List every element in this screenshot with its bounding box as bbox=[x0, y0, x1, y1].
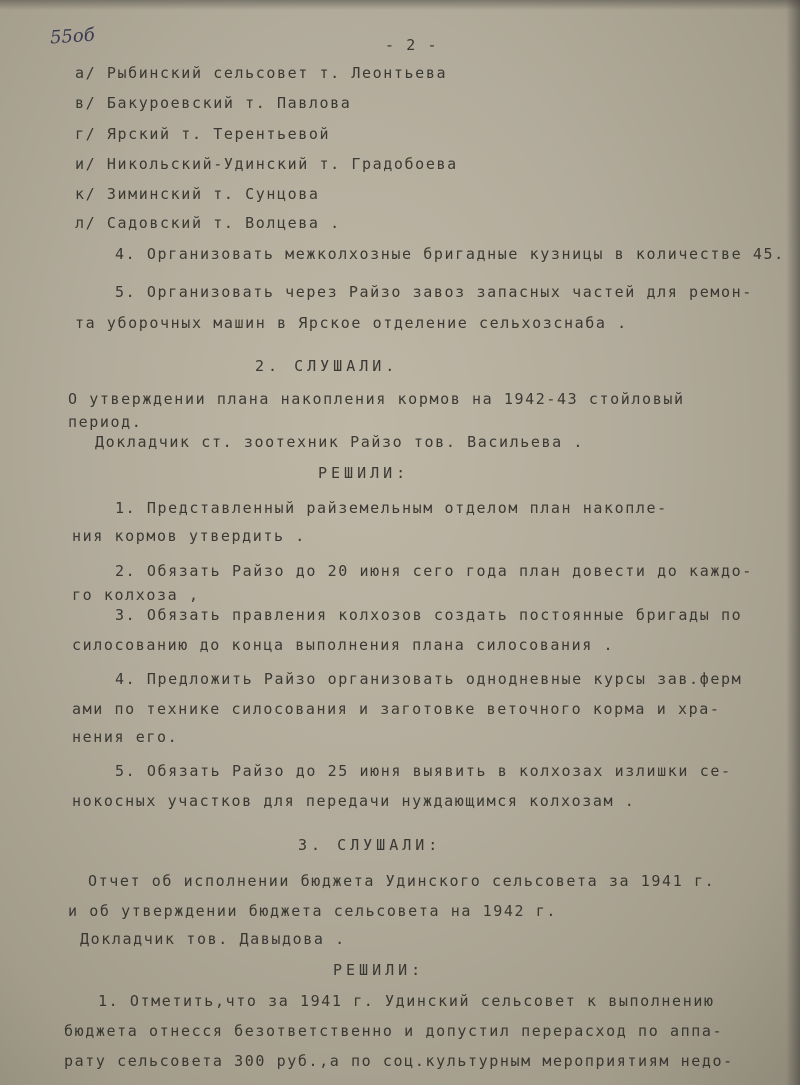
text-line: в/ Бакуроевский т. Павлова bbox=[75, 94, 352, 112]
page-shadow-right bbox=[786, 0, 800, 1085]
text-line: к/ Зиминский т. Сунцова bbox=[75, 185, 320, 203]
text-line: г/ Ярский т. Терентьевой bbox=[75, 125, 331, 143]
text-line: период. bbox=[68, 413, 143, 431]
text-line: О утверждении плана накопления кормов на 1942-43 стойловый bbox=[68, 390, 685, 408]
text-line: силосованию до конца выполнения плана силосования . bbox=[72, 636, 615, 654]
text-line: 4. Предложить Райзо организовать однодневные курсы зав.ферм bbox=[115, 670, 743, 688]
text-line: 5. Организовать через Райзо завоз запасных частей для ремон- bbox=[115, 283, 753, 301]
archive-page-number: 55об bbox=[49, 24, 96, 49]
page-shadow-top bbox=[0, 0, 800, 10]
text-line: нения его. bbox=[72, 728, 179, 746]
section-heading: РЕШИЛИ: bbox=[318, 464, 410, 482]
text-line: рату сельсовета 300 руб.,а по соц.культурным мероприятиям недо- bbox=[64, 1052, 734, 1070]
page-number: - 2 - bbox=[385, 36, 439, 54]
text-line: 4. Организовать межколхозные бригадные кузницы в количестве 45. bbox=[115, 245, 785, 263]
text-line: и об утверждении бюджета сельсовета на 1942 г. bbox=[68, 902, 558, 920]
text-line: ния кормов утвердить . bbox=[72, 527, 306, 545]
text-line: 2. Обязать Райзо до 20 июня сего года план довести до каждо- bbox=[115, 562, 753, 580]
text-line: ами по технике силосования и заготовке веточного корма и хра- bbox=[72, 700, 721, 718]
text-line: бюджета отнесся безответственно и допустил перерасход по аппа- bbox=[64, 1022, 724, 1040]
text-line: 5. Обязать Райзо до 25 июня выявить в колхозах излишки се- bbox=[115, 762, 732, 780]
text-line: го колхоза , bbox=[72, 586, 200, 604]
text-line: а/ Рыбинский сельсовет т. Леонтьева bbox=[75, 64, 448, 82]
text-line: Докладчик ст. зоотехник Райзо тов. Васильева . bbox=[95, 433, 585, 451]
text-line: и/ Никольский-Удинский т. Градобоева bbox=[75, 155, 458, 173]
section-heading: РЕШИЛИ: bbox=[333, 961, 425, 979]
section-heading: 3. СЛУШАЛИ: bbox=[298, 836, 442, 854]
text-line: та уборочных машин в Ярское отделение сельхозснаба . bbox=[75, 314, 628, 332]
text-line: Докладчик тов. Давыдова . bbox=[80, 930, 346, 948]
text-line: 3. Обязать правления колхозов создать постоянные бригады по bbox=[115, 606, 743, 624]
text-line: нокосных участков для передачи нуждающимся колхозам . bbox=[72, 792, 636, 810]
text-line: 1. Представленный райземельным отделом план накопле- bbox=[115, 499, 668, 517]
section-heading: 2. СЛУШАЛИ. bbox=[255, 357, 399, 375]
text-line: 1. Отметить,что за 1941 г. Удинский сельсовет к выполнению bbox=[98, 992, 715, 1010]
text-line: Отчет об исполнении бюджета Удинского сельсовета за 1941 г. bbox=[88, 872, 716, 890]
text-line: л/ Садовский т. Волцева . bbox=[75, 214, 341, 232]
